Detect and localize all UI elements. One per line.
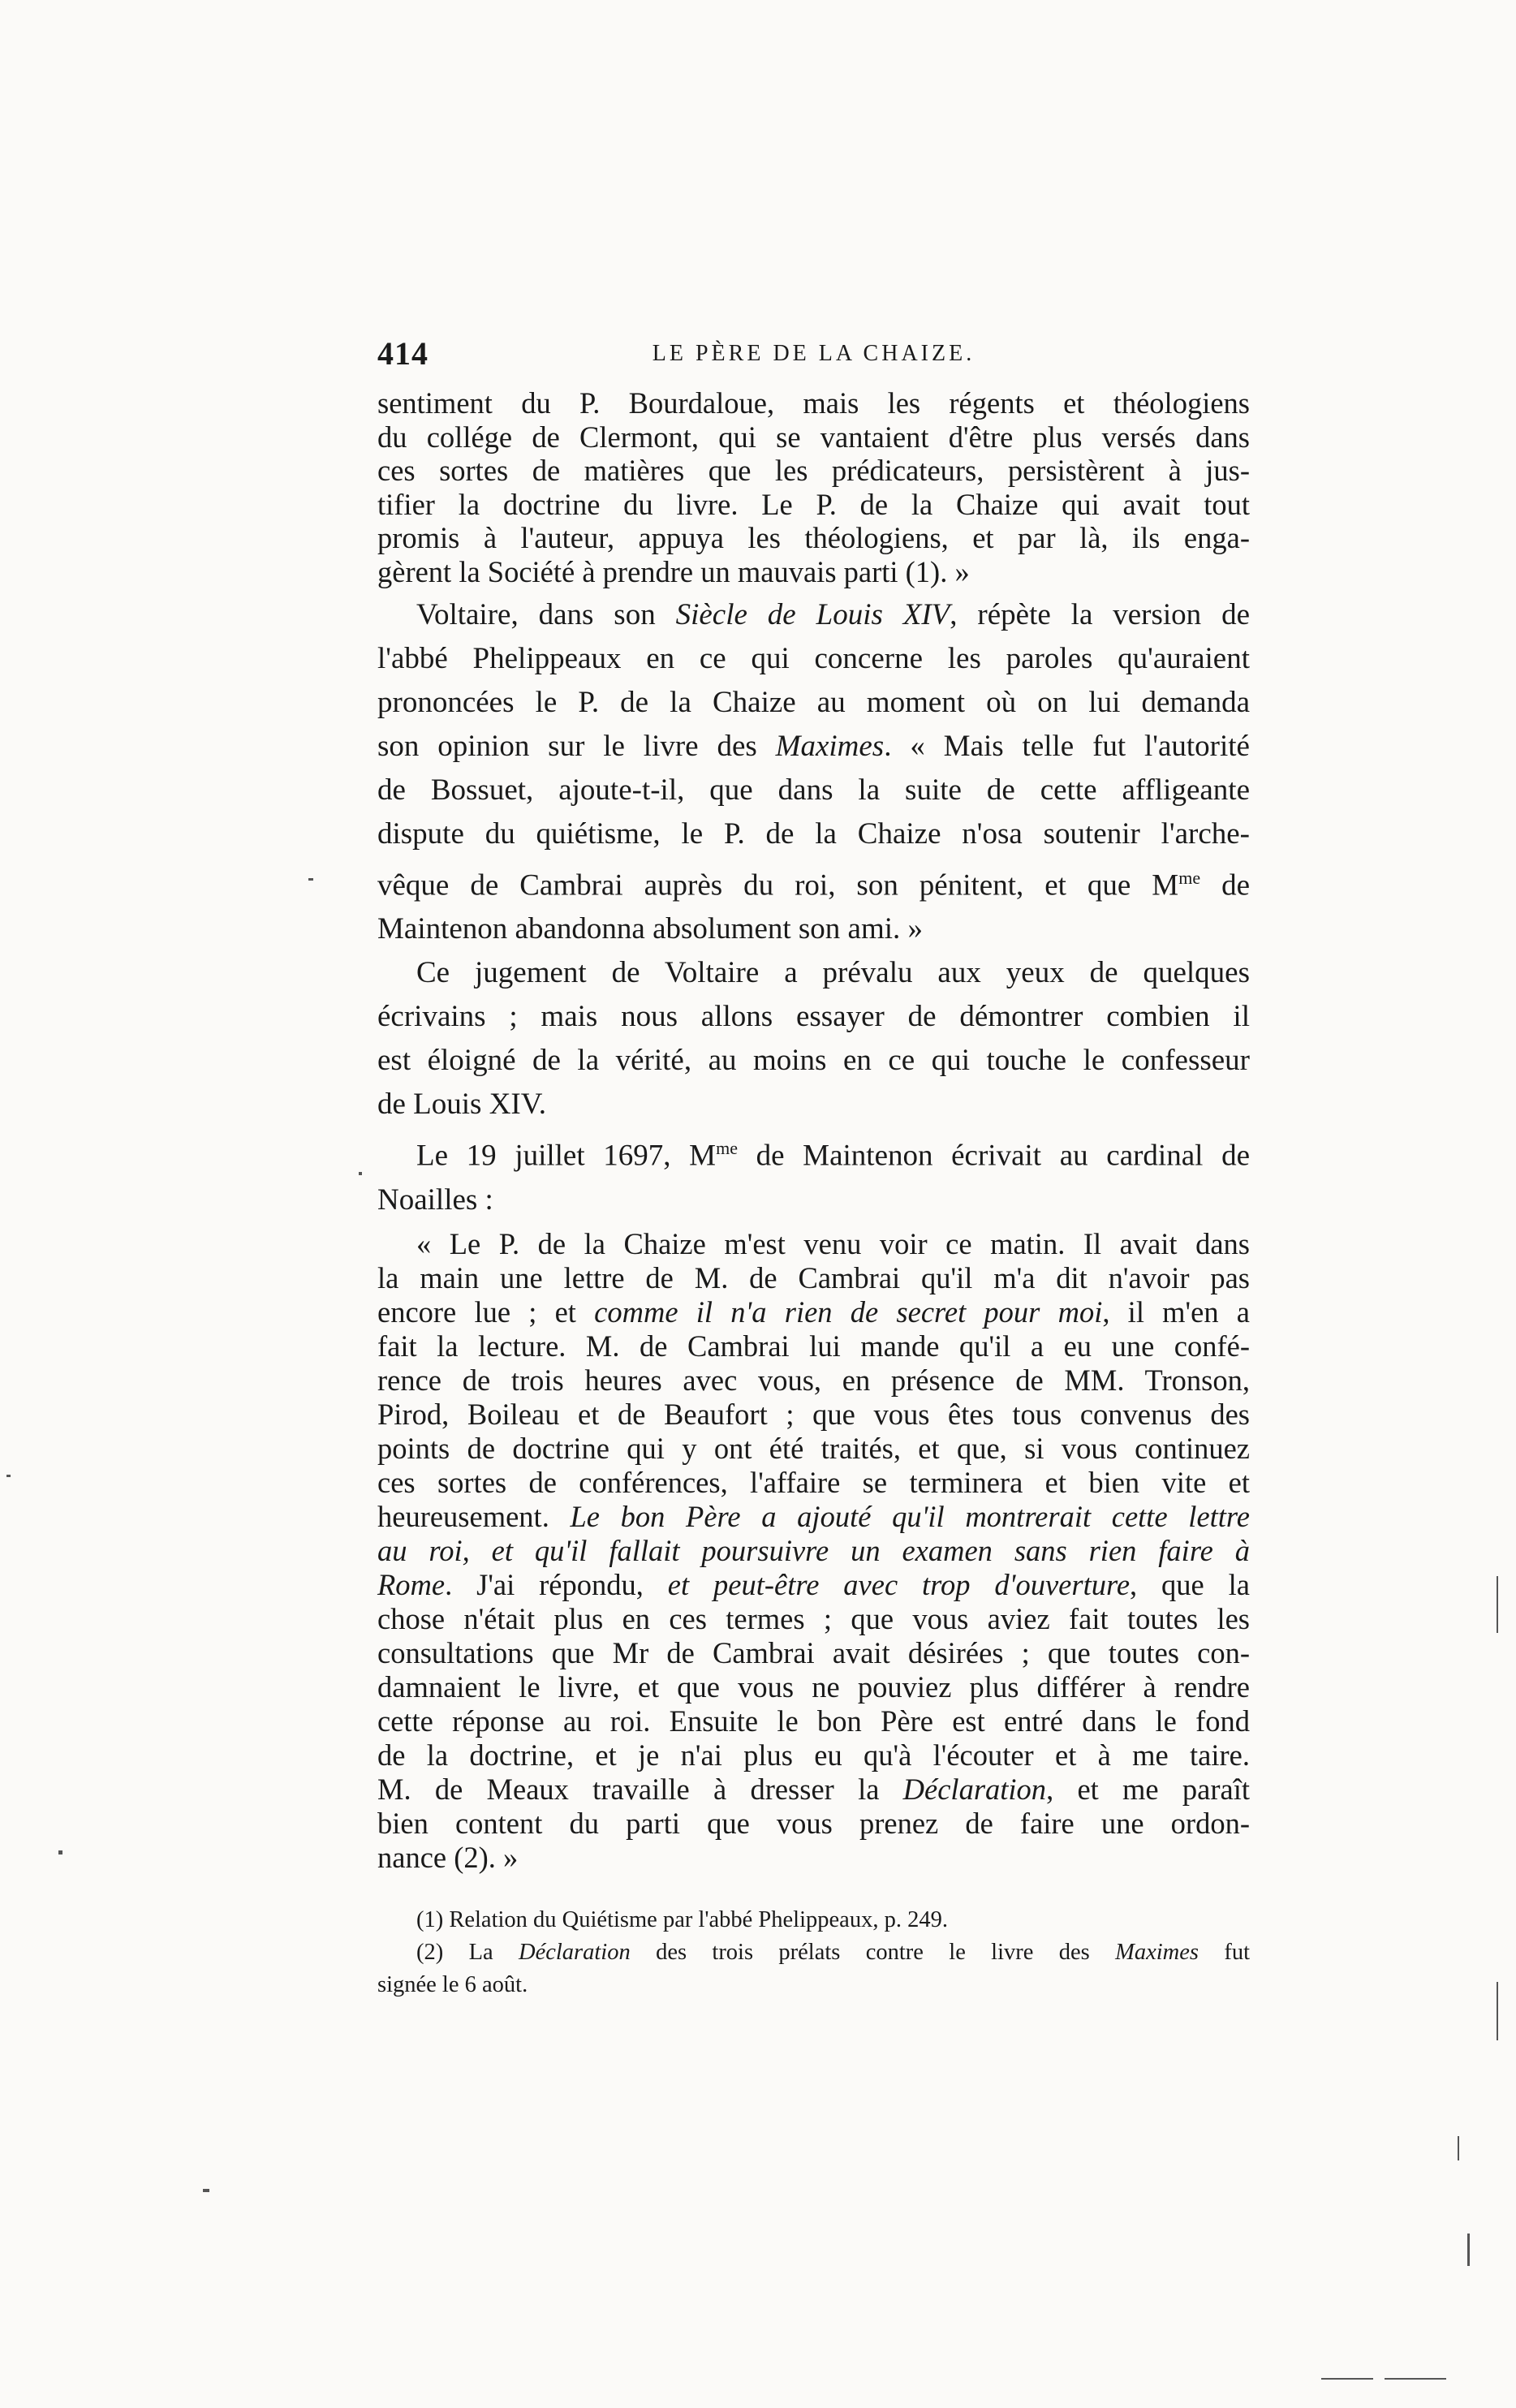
text-line: sentiment du P. Bourdaloue, mais les régents et théologiens — [377, 386, 1250, 420]
text-line: Voltaire, dans son Siècle de Louis XIV, répète la version de — [416, 598, 1250, 631]
text-line: damnaient le livre, et que vous ne pouviez plus différer à rendre — [377, 1669, 1250, 1704]
text-line: encore lue ; et comme il n'a rien de secret pour moi, il m'en a — [377, 1294, 1250, 1329]
text-line: nance (2). » — [377, 1840, 519, 1874]
scan-mark — [1321, 2378, 1373, 2380]
text-line: dispute du quiétisme, le P. de la Chaize n'osa soutenir l'arche- — [377, 817, 1250, 851]
text-line: au roi, et qu'il fallait poursuivre un examen sans rien faire à — [377, 1533, 1250, 1567]
text-line: l'abbé Phelippeaux en ce qui concerne les paroles qu'auraient — [377, 642, 1250, 675]
text-line: ces sortes de conférences, l'affaire se terminera et bien vite et — [377, 1465, 1250, 1499]
page-number: 414 — [377, 335, 429, 372]
text-line: tifier la doctrine du livre. Le P. de la Chaize qui avait tout — [377, 487, 1250, 521]
text-line: du collége de Clermont, qui se vantaient d'être plus versés dans — [377, 420, 1250, 454]
text-line: de Louis XIV. — [377, 1088, 546, 1122]
scan-mark — [308, 878, 313, 881]
footnote-2: (2) La Déclaration des trois prélats contre le livre des Maximes fut — [416, 1939, 1250, 1965]
paragraph-date — [377, 1126, 1250, 1221]
footnote-1: (1) Relation du Quiétisme par l'abbé Phelippeaux, p. 249. — [416, 1906, 948, 1932]
letter-quote — [377, 1227, 1250, 1875]
text-line: vêque de Cambrai auprès du roi, son pénitent, et que $M^{me}$ de — [377, 868, 1250, 902]
text-line: de la doctrine, et je n'ai plus eu qu'à l'écouter et à me taire. — [377, 1738, 1250, 1772]
text-line: de Bossuet, ajoute-t-il, que dans la suite de cette affligeante — [377, 773, 1250, 807]
book-page — [377, 334, 1250, 2001]
text-line: promis à l'auteur, appuya les théologiens, et par là, ils enga- — [377, 521, 1250, 554]
text-line: M. de Meaux travaille à dresser la Déclaration, et me paraît — [377, 1772, 1250, 1806]
scan-mark — [1458, 2136, 1459, 2160]
text-line: rence de trois heures avec vous, en présence de MM. Tronson, — [377, 1363, 1250, 1397]
scan-mark — [58, 1850, 62, 1854]
text-line: prononcées le P. de la Chaize au moment où on lui demanda — [377, 686, 1250, 719]
text-line: fait la lecture. M. de Cambrai lui mande qu'il a eu une confé- — [377, 1329, 1250, 1363]
text-line: Rome. J'ai répondu, et peut-être avec trop d'ouverture, que la — [377, 1567, 1250, 1601]
scan-mark — [1497, 1982, 1498, 2040]
text-line: « Le P. de la Chaize m'est venu voir ce matin. Il avait dans — [416, 1226, 1250, 1260]
text-line: consultations que Mr de Cambrai avait désirées ; que toutes con- — [377, 1635, 1250, 1669]
text-line: ces sortes de matières que les prédicateurs, persistèrent à jus- — [377, 454, 1250, 487]
scan-mark — [1385, 2378, 1446, 2380]
text-line: Ce jugement de Voltaire a prévalu aux yeux de quelques — [416, 956, 1250, 990]
text-line: gèrent la Société à prendre un mauvais parti (1). » — [377, 554, 970, 588]
scan-mark — [6, 1475, 11, 1477]
running-title: LE PÈRE DE LA CHAIZE. — [652, 341, 975, 366]
text-line: Noailles : — [377, 1182, 493, 1217]
text-line: Maintenon abandonna absolument son ami. » — [377, 912, 924, 946]
scan-mark — [1467, 2234, 1470, 2266]
scan-mark — [359, 1172, 362, 1175]
footnotes — [377, 1904, 1250, 2001]
paragraph-voltaire — [377, 593, 1250, 951]
text-line: Pirod, Boileau et de Beaufort ; que vous êtes tous convenus des — [377, 1397, 1250, 1431]
scan-mark — [1497, 1576, 1498, 1633]
text-line: heureusement. Le bon Père a ajouté qu'il montrerait cette lettre — [377, 1499, 1250, 1533]
text-line: la main une lettre de M. de Cambrai qu'il m'a dit n'avoir pas — [377, 1260, 1250, 1294]
text-line: points de doctrine qui y ont été traités, et que, si vous continuez — [377, 1431, 1250, 1465]
text-line: écrivains ; mais nous allons essayer de démontrer combien il — [377, 1000, 1250, 1034]
text-line: chose n'était plus en ces termes ; que vous aviez fait toutes les — [377, 1601, 1250, 1635]
book-title: Maximes — [775, 730, 885, 763]
running-head — [377, 334, 1250, 378]
scan-mark — [203, 2189, 209, 2192]
text-line: cette réponse au roi. Ensuite le bon Père est entré dans le fond — [377, 1704, 1250, 1738]
continued-quote — [377, 386, 1250, 588]
text-line: Le 19 juillet 1697, $M^{me}$ de Maintenon écrivait au cardinal de — [416, 1138, 1250, 1173]
text-line: est éloigné de la vérité, au moins en ce qui touche le confesseur — [377, 1044, 1250, 1078]
footnote-2-continued: signée le 6 août. — [377, 1971, 528, 1997]
paragraph-jugement — [377, 951, 1250, 1126]
text-line: son opinion sur le livre des Maximes. « Mais telle fut l'autorité — [377, 730, 1250, 763]
text-line: bien content du parti que vous prenez de faire une ordon- — [377, 1806, 1250, 1840]
book-title: Siècle de Louis XIV — [675, 598, 950, 631]
